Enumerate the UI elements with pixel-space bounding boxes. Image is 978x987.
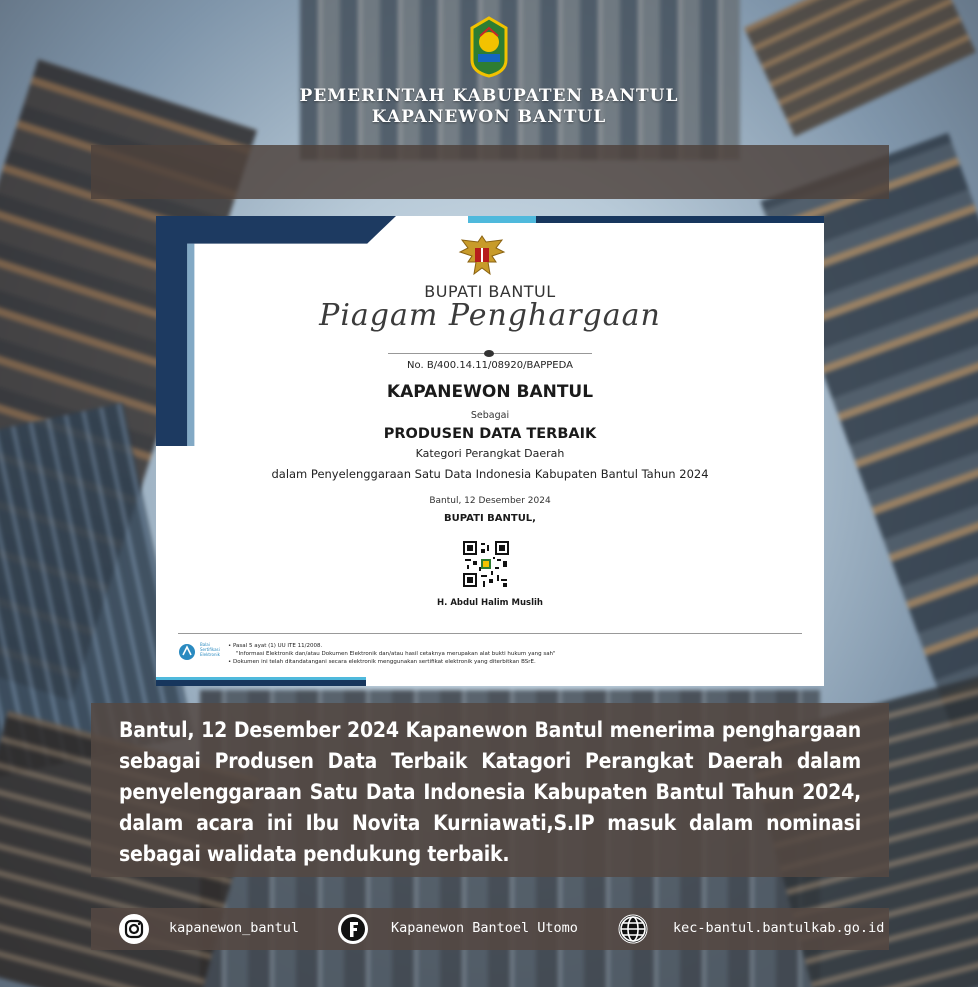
certificate-number: No. B/400.14.11/08920/BAPPEDA [407,360,573,371]
instagram-handle[interactable]: kapanewon_bantul [169,920,300,936]
recipient-name: KAPANEWON BANTUL [386,382,594,402]
header-line-2: KAPANEWON BANTUL [371,107,607,127]
qr-code [463,541,509,587]
instagram-icon[interactable] [118,913,150,945]
title-bar [91,145,889,199]
certificate-title: Piagam Penghargaan [319,298,661,333]
as-label: Sebagai [470,410,510,421]
bsre-label: Balai Sertifikasi Elektronik [200,642,220,657]
certificate-heading: BUPATI BANTUL [424,282,556,301]
award-event: dalam Penyelenggaraan Satu Data Indonesia Kabupaten Bantul Tahun 2024 [271,467,709,481]
social-footer [91,908,889,950]
footnote-law: • Pasal 5 ayat (1) UU ITE 11/2008. [228,643,323,649]
signer-title: BUPATI BANTUL, [444,513,536,524]
garuda-icon [458,232,506,282]
footnote-esign: • Dokumen ini telah ditandatangani secara elektronik menggunakan sertifikat elektronik yang diterbitkan BSrE. [228,659,536,665]
footnote-quote: "Informasi Elektronik dan/atau Dokumen Elektronik dan/atau hasil cetaknya merupakan alat bukti hukum yang sah" [236,651,556,657]
place-date: Bantul, 12 Desember 2024 [429,496,551,506]
caption-text: Bantul, 12 Desember 2024 Kapanewon Bantul menerima penghargaan sebagai Produsen Data Terbaik Katagori Perangkat Daerah dalam penyelenggaraan Satu Data Indonesia Kabupaten Bantul Tahun 2024, dalam acara ini Ibu Novita Kurniawati,S.IP masuk dalam nominasi sebagai walidata pendukung terbaik. [91,703,889,877]
certificate-image [156,216,824,686]
facebook-name[interactable]: Kapanewon Bantoel Utomo [391,920,578,936]
facebook-icon[interactable] [337,913,369,945]
globe-icon[interactable] [617,913,649,945]
regency-emblem-icon [468,16,510,78]
award-category: Kategori Perangkat Daerah [415,447,565,460]
signer-name: H. Abdul Halim Muslih [437,598,543,608]
award-title: PRODUSEN DATA TERBAIK [383,426,597,442]
footer-divider [178,633,802,634]
website-url[interactable]: kec-bantul.bantulkab.go.id [673,920,885,936]
header-line-1: PEMERINTAH KABUPATEN BANTUL [299,86,679,106]
